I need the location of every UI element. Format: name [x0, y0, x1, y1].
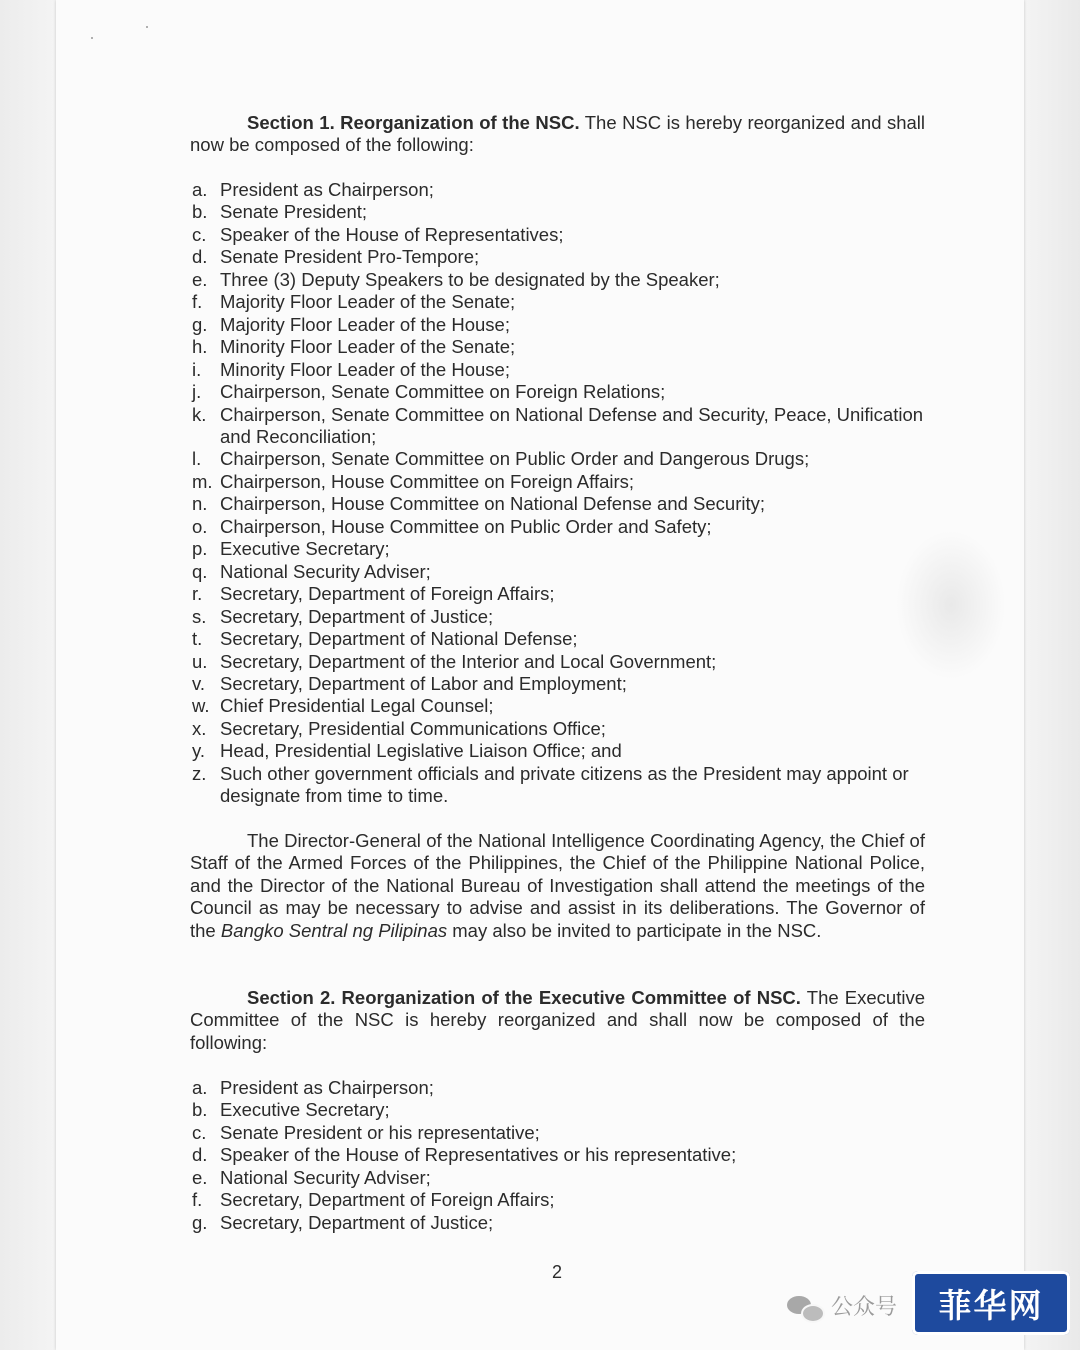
list-item-letter: u. [192, 650, 208, 672]
section-2-title: Section 2. Reorganization of the Executive Committee of NSC. [247, 987, 801, 1008]
list-item-letter: b. [192, 1099, 208, 1121]
list-item-text: Minority Floor Leader of the Senate; [220, 336, 516, 358]
list-item [190, 1167, 930, 1189]
list-item-letter: s. [192, 605, 207, 627]
list-item-text: Minority Floor Leader of the House; [220, 358, 510, 380]
list-item-letter: v. [192, 672, 206, 694]
list-item-letter: h. [192, 336, 208, 358]
list-item-text: Speaker of the House of Representatives or his representative; [220, 1144, 737, 1166]
list-item [190, 763, 930, 808]
list-item-text: Such other government officials and private citizens as the President may appoint or designate from time to time. [220, 762, 909, 807]
section-1-intro: The NSC is hereby reorganized and shall now be composed of the following: [190, 112, 925, 156]
list-item-letter: x. [192, 717, 207, 739]
list-item-letter: a. [192, 1077, 208, 1098]
list-item-text: Chairperson, Senate Committee on Foreign Relations; [220, 381, 666, 403]
section-1-member-list [190, 179, 930, 808]
list-item [190, 538, 930, 560]
list-item [190, 493, 930, 515]
list-item-letter: a. [192, 179, 208, 200]
list-item-text: Executive Secretary; [220, 538, 390, 560]
list-item [190, 201, 930, 223]
list-item [190, 561, 930, 583]
section-2-heading-paragraph [190, 987, 925, 1054]
attendance-text: The Director-General of the National Intelligence Coordinating Agency, the Chief of Staff of the Armed Forces of the Philippines, the Chief of the Philippine National Police, and the Director of the National Bureau of Investigation shall attend the meetings of the Council as may be necessary to advise and assist in its deliberations. The Governor of the [190, 830, 925, 941]
list-item-text: Three (3) Deputy Speakers to be designated by the Speaker; [220, 268, 720, 290]
list-item [190, 359, 930, 381]
site-logo: 菲华网 [912, 1271, 1070, 1335]
list-item-letter: j. [192, 381, 202, 403]
list-item [190, 471, 930, 493]
wechat-watermark [785, 1290, 897, 1321]
list-item-text: Head, Presidential Legislative Liaison Office; and [220, 740, 622, 762]
watermark-text: 公众号 [831, 1295, 898, 1320]
wechat-icon [785, 1292, 825, 1320]
list-item [190, 336, 930, 358]
list-item-letter: k. [192, 403, 207, 425]
list-item-text: Senate President or his representative; [220, 1121, 540, 1143]
section-2-intro: The Executive Committee of the NSC is hereby reorganized and shall now be composed of the following: [190, 987, 926, 1053]
list-item-letter: g. [192, 1211, 208, 1233]
list-item-letter: t. [192, 628, 203, 650]
list-item [190, 695, 930, 717]
list-item-letter: c. [192, 223, 207, 245]
list-item-letter: n. [192, 493, 208, 515]
attendance-italic-term: Bangko Sentral ng Pilipinas [220, 919, 448, 941]
list-item [190, 381, 930, 403]
list-item [190, 1144, 930, 1166]
list-item-text: Chairperson, Senate Committee on National Defense and Security, Peace, Unification and Reconciliation; [220, 403, 924, 447]
list-item-letter: d. [192, 1144, 208, 1166]
list-item-letter: e. [192, 268, 208, 290]
list-item-text: Secretary, Department of Foreign Affairs; [220, 583, 555, 605]
list-item-text: Executive Secretary; [220, 1099, 390, 1121]
list-item-text: Chairperson, Senate Committee on Public Order and Dangerous Drugs; [220, 448, 810, 470]
list-item [190, 224, 930, 246]
section-1-heading-paragraph [190, 112, 925, 157]
attendance-text-end: may also be invited to participate in the NSC. [452, 919, 822, 941]
list-item [190, 448, 930, 470]
list-item [190, 179, 930, 201]
list-item-letter: i. [192, 358, 202, 380]
list-item [190, 269, 930, 291]
list-item [190, 1122, 930, 1144]
list-item-letter: y. [192, 740, 206, 762]
list-item-letter: l. [192, 448, 202, 470]
list-item-text: Chairperson, House Committee on Public Order and Safety; [220, 515, 712, 537]
list-item-text: National Security Adviser; [220, 1166, 431, 1188]
section-2-member-list [190, 1077, 930, 1234]
list-item [190, 740, 930, 762]
list-item [190, 651, 930, 673]
list-item-letter: r. [192, 583, 203, 605]
list-item [190, 291, 930, 313]
list-item-text: Secretary, Department of National Defense; [220, 628, 578, 650]
list-item [190, 1077, 930, 1099]
list-item [190, 516, 930, 538]
list-item-text: Senate President; [220, 201, 368, 223]
list-item-text: Chairperson, House Committee on Foreign Affairs; [220, 470, 635, 492]
list-item-text: Senate President Pro-Tempore; [220, 246, 480, 268]
list-item-text: President as Chairperson; [220, 1077, 434, 1098]
list-item-text: National Security Adviser; [220, 560, 431, 582]
list-item-text: Chief Presidential Legal Counsel; [220, 695, 494, 717]
list-item-letter: b. [192, 201, 208, 223]
list-item [190, 628, 930, 650]
list-item-letter: m. [192, 470, 213, 492]
list-item-letter: g. [192, 313, 208, 335]
list-item [190, 1099, 930, 1121]
list-item-text: President as Chairperson; [220, 179, 434, 200]
list-item-text: Majority Floor Leader of the Senate; [220, 291, 516, 313]
list-item-letter: c. [192, 1121, 207, 1143]
list-item-text: Secretary, Department of the Interior and Local Government; [220, 650, 717, 672]
list-item-text: Secretary, Department of Justice; [220, 605, 494, 627]
list-item-letter: e. [192, 1166, 208, 1188]
list-item-letter: q. [192, 560, 208, 582]
list-item-letter: w. [192, 695, 210, 717]
list-item-letter: d. [192, 246, 208, 268]
list-item-letter: f. [192, 1189, 203, 1211]
list-item [190, 314, 930, 336]
list-item-text: Secretary, Department of Justice; [220, 1211, 494, 1233]
list-item-text: Secretary, Department of Labor and Employment; [220, 672, 627, 694]
section-1-title: Section 1. Reorganization of the NSC. [247, 112, 580, 133]
page-number: 2 [551, 1262, 562, 1282]
list-item-letter: o. [192, 515, 208, 537]
list-item-text: Secretary, Department of Foreign Affairs; [220, 1189, 555, 1211]
list-item-letter: f. [192, 291, 203, 313]
list-item-letter: p. [192, 538, 208, 560]
section-1-attendance-paragraph [190, 830, 925, 942]
list-item [190, 673, 930, 695]
list-item-text: Chairperson, House Committee on National Defense and Security; [220, 493, 766, 515]
list-item-text: Majority Floor Leader of the House; [220, 313, 510, 335]
list-item [190, 404, 930, 449]
list-item-text: Secretary, Presidential Communications Office; [220, 717, 606, 739]
list-item [190, 583, 930, 605]
list-item [190, 246, 930, 268]
list-item [190, 606, 930, 628]
list-item-letter: z. [192, 762, 207, 784]
list-item [190, 718, 930, 740]
list-item [190, 1212, 930, 1234]
list-item-text: Speaker of the House of Representatives; [220, 223, 564, 245]
list-item [190, 1189, 930, 1211]
